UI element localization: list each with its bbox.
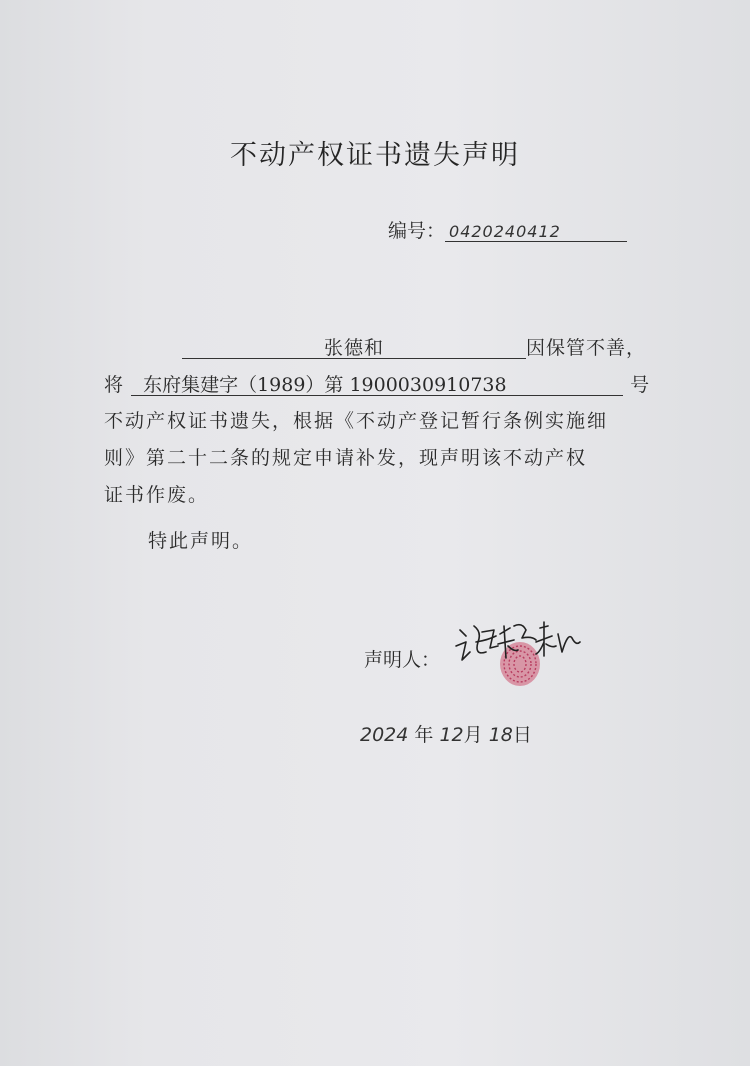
- line2-suffix: 号: [630, 374, 651, 396]
- date-day: 18: [488, 724, 513, 746]
- body-line-3: 不动产权证书遗失，根据《不动产登记暂行条例实施细: [104, 410, 609, 432]
- certificate-number: 东府集建字（1989）第 1900030910738: [131, 375, 623, 396]
- line1-suffix: 因保管不善，: [526, 337, 647, 359]
- date-row: [360, 720, 532, 747]
- owner-name: 张德和: [182, 338, 526, 359]
- number-value: 0420240412: [445, 223, 627, 242]
- date-year-char: 年: [414, 724, 434, 746]
- handwritten-signature: [452, 612, 582, 692]
- body-line-1: [182, 333, 646, 360]
- body-line-2: [104, 370, 650, 397]
- document-title: 不动产权证书遗失声明: [230, 140, 520, 171]
- body-line-4: 则》第二十二条的规定申请补发，现声明该不动产权: [104, 447, 588, 469]
- number-label: 编号：: [388, 220, 446, 242]
- body-line-5: 证书作废。: [104, 484, 210, 506]
- line2-prefix: 将: [104, 374, 125, 396]
- date-day-char: 日: [512, 724, 532, 746]
- date-month-char: 月: [463, 724, 483, 746]
- declarant-label: 声明人：: [364, 649, 441, 671]
- closing-statement: 特此声明。: [148, 530, 254, 552]
- document-number-row: [388, 216, 627, 243]
- date-year: 2024: [360, 724, 409, 746]
- date-month: 12: [439, 724, 464, 746]
